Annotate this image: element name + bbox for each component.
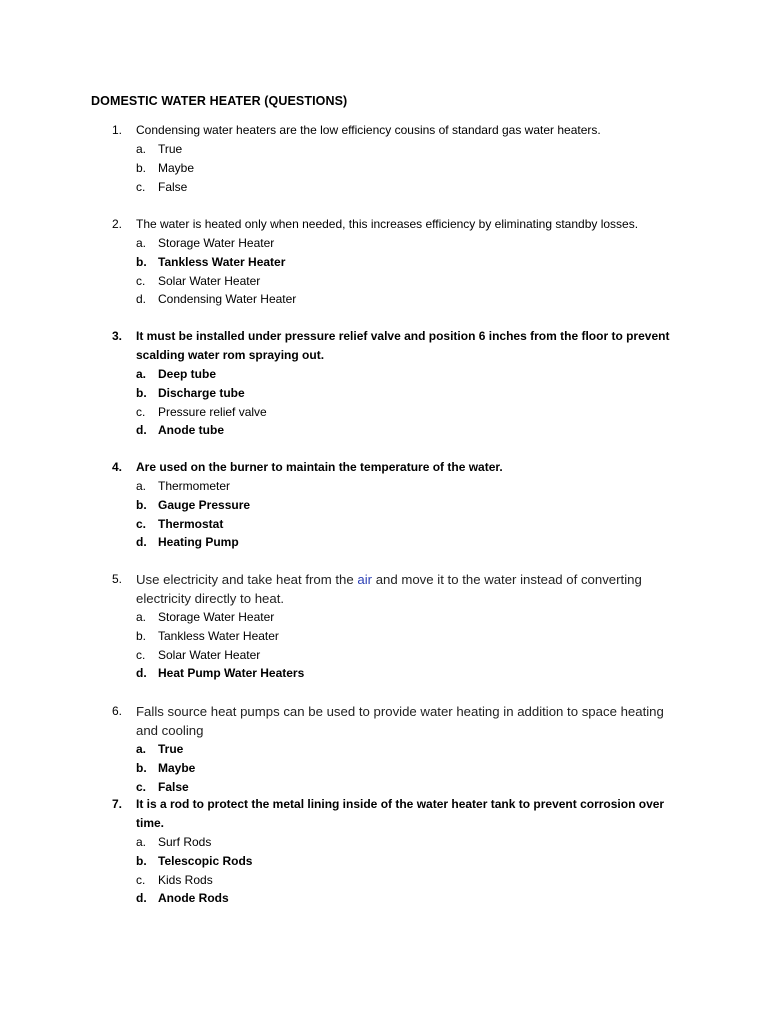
question-text: It must be installed under pressure relief valve and position 6 inches from the floor to prevent scalding water rom spraying out.	[136, 329, 670, 362]
option: b. Gauge Pressure	[136, 497, 251, 512]
option: c. Pressure relief valve	[136, 404, 267, 419]
question-number: 3.	[112, 329, 123, 343]
question-text: Are used on the burner to maintain the temperature of the water.	[136, 460, 503, 474]
option: a. Thermometer	[136, 479, 231, 493]
option: b. Telescopic Rods	[136, 853, 253, 868]
question-number: 4.	[112, 460, 123, 474]
option: a. Surf Rods	[136, 835, 212, 849]
option: c. Solar Water Heater	[136, 647, 261, 662]
option: d. Anode tube	[136, 423, 224, 438]
option: b. Maybe	[136, 160, 195, 175]
document-title: DOMESTIC WATER HEATER (QUESTIONS)	[91, 94, 348, 108]
question-text: Falls source heat pumps can be used to provide water heating in addition to space heating and cooling	[136, 704, 664, 738]
option: c. Solar Water Heater	[136, 273, 261, 288]
air-link[interactable]: air	[357, 572, 373, 587]
question-2	[112, 215, 672, 309]
option-answer: d. Heat Pump Water Heaters	[136, 666, 305, 681]
option-answer: d. Anode Rods	[136, 891, 229, 906]
question-text: Use electricity and take heat from the air and move it to the water instead of converting electricity directly to heat.	[136, 572, 642, 606]
option: a. True	[136, 742, 184, 756]
option: a. Deep tube	[136, 367, 217, 381]
question-1	[112, 121, 672, 196]
question-7	[112, 795, 672, 908]
question-number: 6.	[112, 704, 123, 718]
question-number: 1.	[112, 123, 123, 137]
option: c. False	[136, 779, 189, 794]
option: a. Storage Water Heater	[136, 610, 275, 624]
option: a. True	[136, 142, 183, 156]
question-number: 7.	[112, 797, 123, 811]
question-6	[112, 702, 672, 796]
question-number: 5.	[112, 572, 123, 586]
option-answer: c. Thermostat	[136, 516, 224, 531]
option: b. Maybe	[136, 760, 196, 775]
option-answer: b. Tankless Water Heater	[136, 254, 286, 269]
option: c. False	[136, 179, 188, 194]
option: a. Storage Water Heater	[136, 236, 275, 250]
option: c. Kids Rods	[136, 872, 213, 887]
option: d. Condensing Water Heater	[136, 292, 297, 307]
question-number: 2.	[112, 217, 123, 231]
question-text: It is a rod to protect the metal lining inside of the water heater tank to prevent corrosion over time.	[136, 797, 665, 830]
question-5	[112, 570, 672, 683]
question-4	[112, 458, 672, 552]
question-text: Condensing water heaters are the low efficiency cousins of standard gas water heaters.	[136, 123, 601, 137]
question-text: The water is heated only when needed, this increases efficiency by eliminating standby losses.	[136, 217, 639, 231]
question-3	[112, 327, 672, 440]
option: d. Heating Pump	[136, 535, 239, 550]
option-answer: b. Discharge tube	[136, 385, 245, 400]
option: b. Tankless Water Heater	[136, 628, 279, 643]
